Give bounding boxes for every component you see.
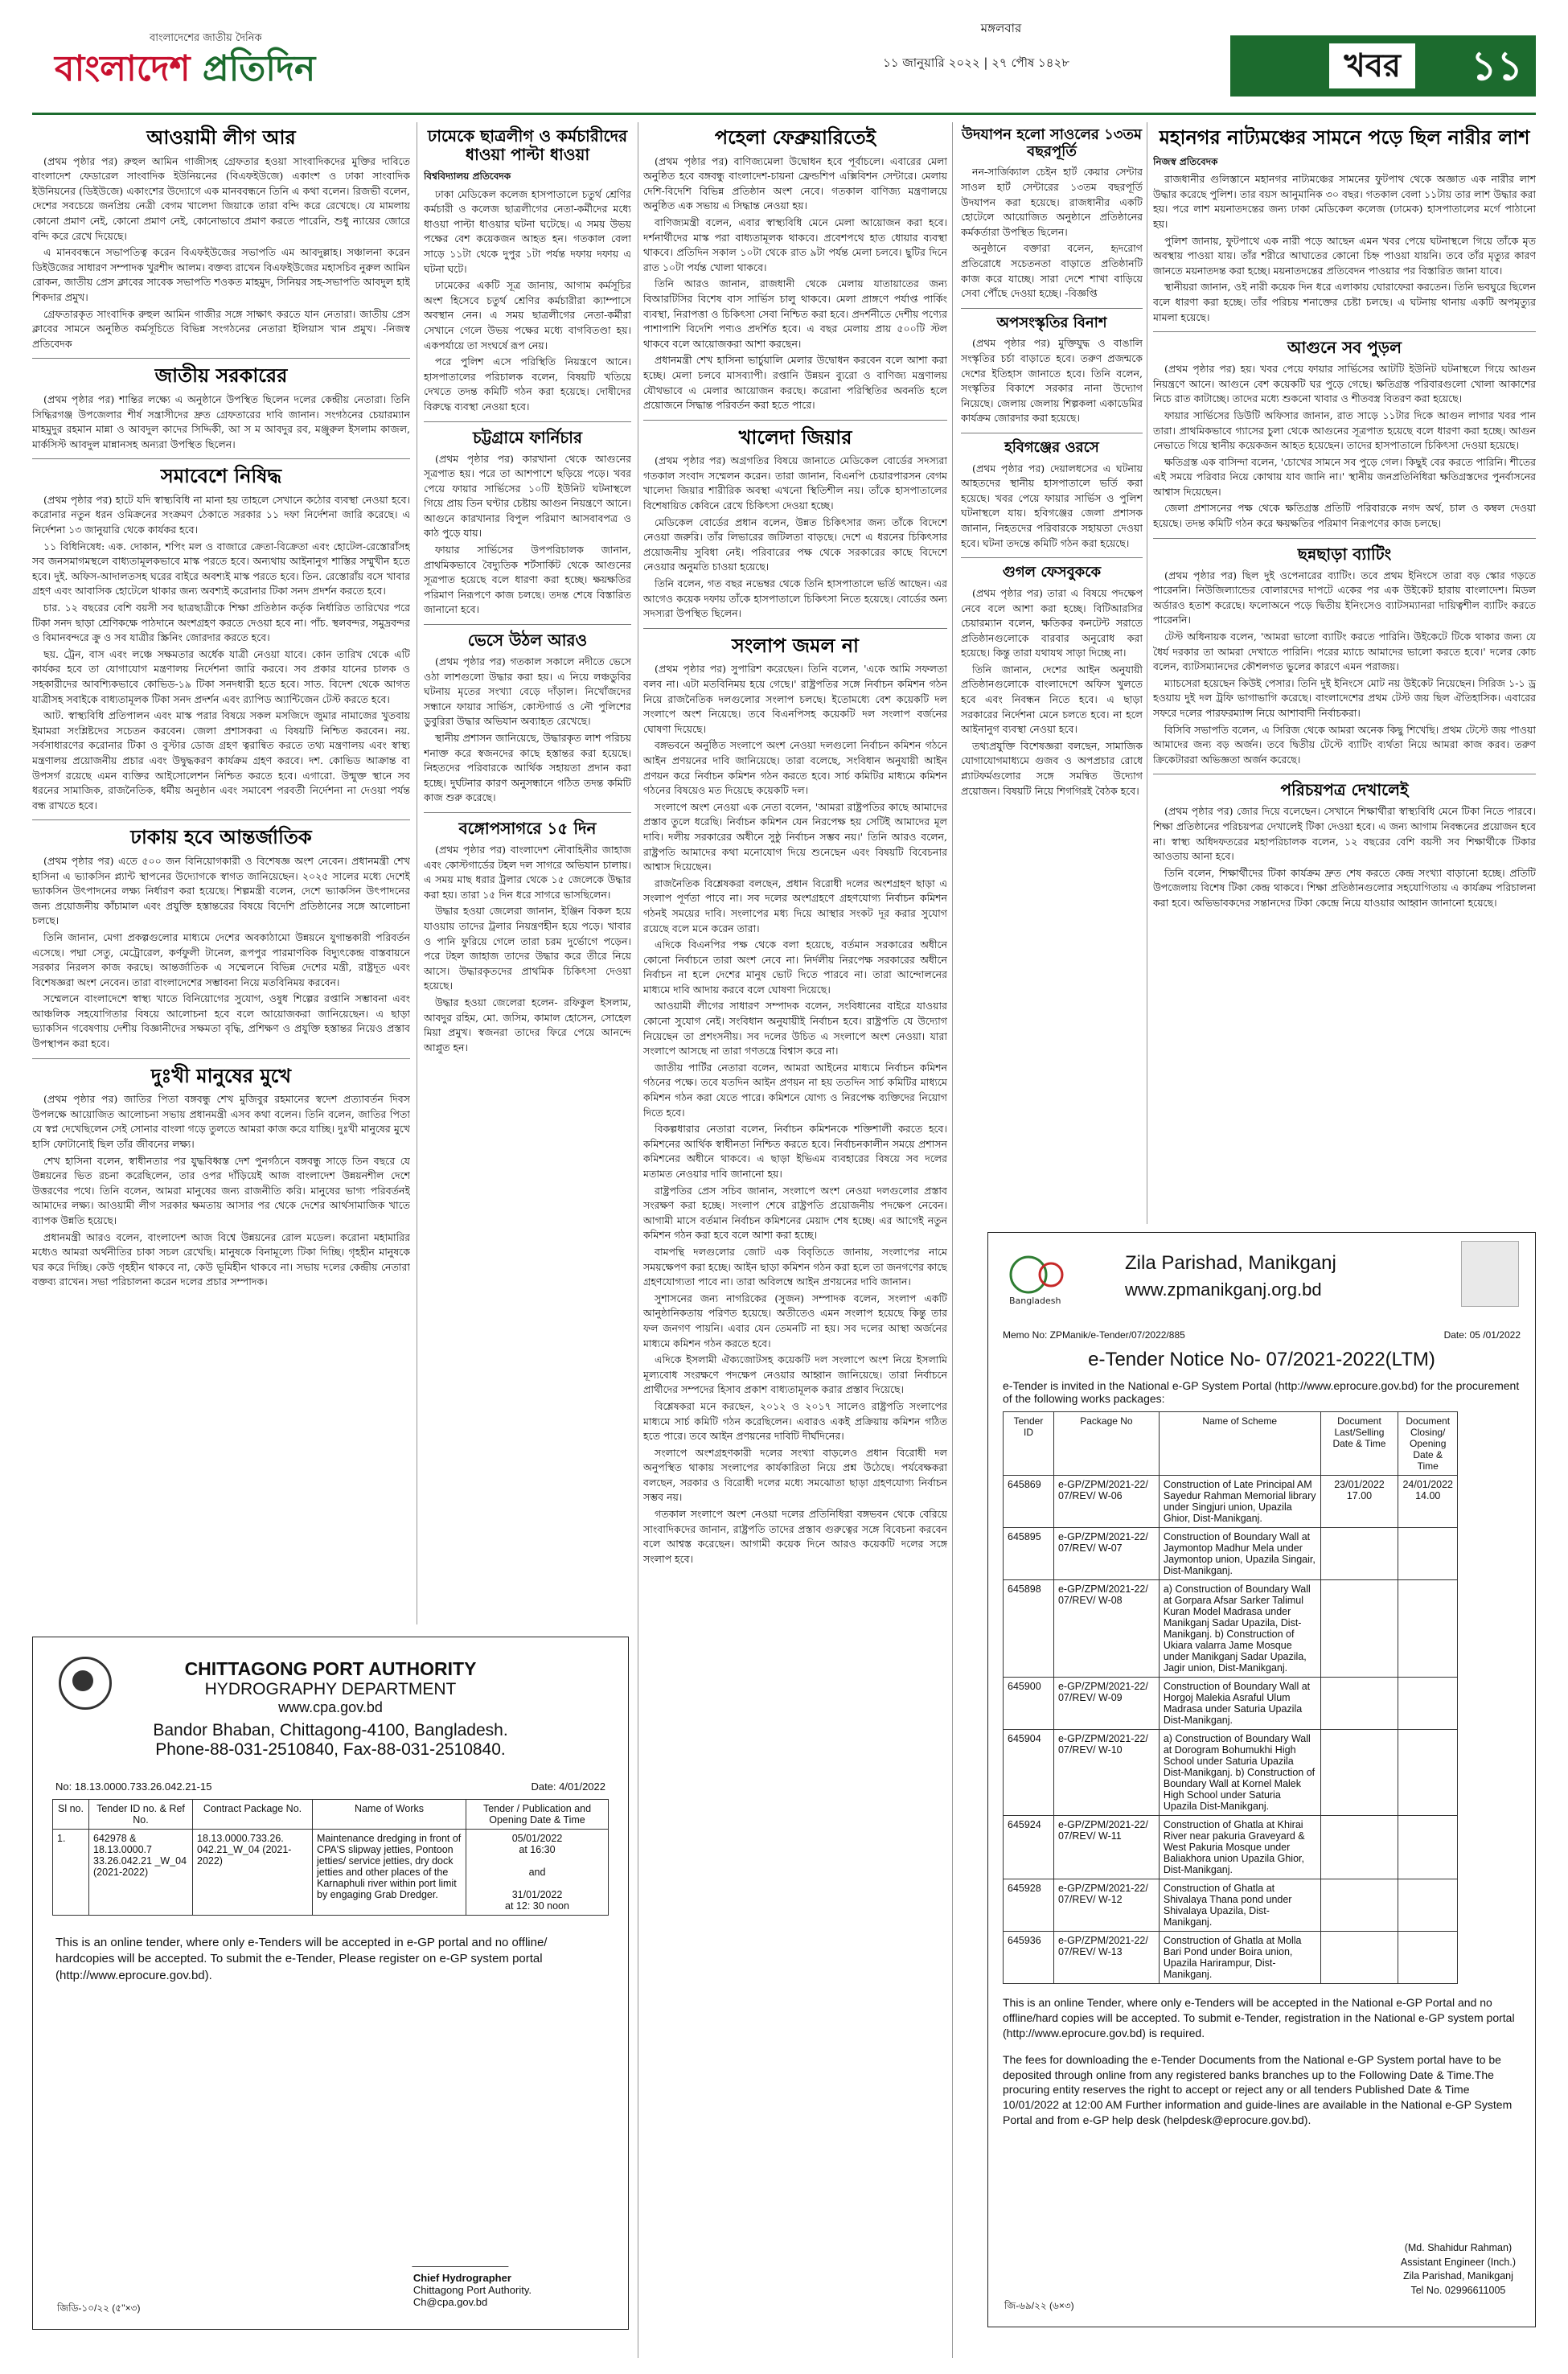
portrait-image bbox=[1461, 1241, 1519, 1307]
zp-tender-no: e-Tender Notice No- 07/2021-2022(LTM) bbox=[1088, 1349, 1435, 1370]
paragraph: তিনি জানান, মেগা প্রকল্পগুলোর মাধ্যমে দেশের অবকাঠামো উন্নয়নে যুগান্তকারী পরিবর্তন এসেছে। পদ্মা সেতু, মেট্রোরেল, কর্ণফুলী টানেল, রূপপুর পারমাণবিক বিদ্যুৎকেন্দ্র বাস্তবায়নে সরকার নিরলস কাজ করছে। আন্তর্জাতিক এ সম্মেলনে বিভিন্ন দেশের মন্ত্রী, রাষ্ট্রদূত এবং বিশেষজ্ঞরা অংশ নেবেন। তারা বাংলাদেশের সম্ভাবনা নিয়ে মতবিনিময় করবেন। bbox=[32, 930, 410, 988]
paragraph: এদিকে বিএনপির পক্ষ থেকে বলা হয়েছে, বর্তমান সরকারের অধীনে কোনো নির্বাচনে তারা অংশ নেবে না। নির্দলীয় নিরপেক্ষ সরকারের অধীনে নির্বাচন না হলে দেশের মানুষ ভোট দিতে পারবে না। তারা আন্দোলনের মাধ্যমে দাবি আদায় করবে বলে ঘোষণা দিয়েছে। bbox=[643, 939, 947, 996]
cpa-tender-table bbox=[52, 1799, 609, 1916]
divider bbox=[424, 624, 631, 625]
paragraph: (প্রথম পৃষ্ঠার পর) সুপারিশ করেছেন। তিনি বলেন, 'একে আমি সফলতা বলব না। এটা মতবিনিময় হয়ে গেছে।' রাষ্ট্রপতির সঙ্গে নির্বাচন কমিশন গঠন নিয়ে রাজনৈতিক দলগুলোর সংলাপ চলছে। ইতোমধ্যে বেশ কয়েকটি দল সংলাপে অংশ নিয়েছে। তবে বিএনপিসহ কয়েকটি দল সংলাপ বর্জনের ঘোষণা দিয়েছে। bbox=[643, 663, 947, 735]
headline-habiganj: হবিগঞ্জের ওরসে bbox=[1004, 438, 1099, 456]
page-number: ১১ bbox=[1471, 43, 1523, 89]
cell-id: 645898 bbox=[1004, 1580, 1054, 1678]
cell-d1 bbox=[1320, 1932, 1398, 1984]
cpa-tender-ad bbox=[32, 1637, 629, 2330]
zp-tender-table bbox=[1003, 1411, 1458, 1984]
table-row bbox=[1004, 1580, 1458, 1678]
divider bbox=[643, 420, 947, 421]
paragraph: ফায়ার সার্ভিসের ডিউটি অফিসার জানান, রাত সাড়ে ১১টার দিকে আগুন লাগার খবর পান তারা। প্রাথমিকভাবে গ্যাসের চুলা থেকে আগুনের সূত্রপাত হয়েছে বলে ধারণা করা হচ্ছে। আগুন নেভাতে গিয়ে স্থানীয় কয়েকজন আহত হয়েছেন। তাদের হাসপাতালে চিকিৎসা দেওয়া হয়েছে। bbox=[1153, 409, 1536, 452]
paragraph: (প্রথম পৃষ্ঠার পর) হয়। খবর পেয়ে ফায়ার সার্ভিসের আটটি ইউনিট ঘটনাস্থলে গিয়ে আগুন নিয়ন্ত্রণে আনে। আগুনে বেশ কয়েকটি ঘর পুড়ে গেছে। ক্ষতিগ্রস্ত পরিবারগুলো খোলা আকাশের নিচে রাত কাটাচ্ছে। তাদের মধ্যে শুকনো খাবার ও শীতবস্ত্র বিতরণ করা হয়েছে। bbox=[1153, 363, 1536, 405]
cell-d2: 24/01/2022 14.00 bbox=[1398, 1476, 1458, 1528]
paragraph: (প্রথম পৃষ্ঠার পর) দেয়ালধসের এ ঘটনায় আহতদের স্থানীয় হাসপাতালে ভর্তি করা হয়েছে। খবর পেয়ে ফায়ার সার্ভিস ও পুলিশ ঘটনাস্থলে যায়। হবিগঞ্জের জেলা প্রশাসক জানান, নিহতদের পরিবারকে সহায়তা দেওয়া হবে। ঘটনা তদন্তে কমিটি গঠন করা হয়েছে। bbox=[961, 462, 1143, 549]
issue-date: ১১ জানুয়ারি ২০২২ | ২৭ পৌষ ১৪২৮ bbox=[883, 55, 1069, 70]
cell-d2 bbox=[1398, 1678, 1458, 1730]
paragraph: রাজধানীর গুলিস্তানে মহানগর নাট্যমঞ্চের সামনের ফুটপাথ থেকে অজ্ঞাত এক নারীর লাশ উদ্ধার করেছে পুলিশ। তার বয়স আনুমানিক ৩০ বছর। গতকাল বেলা ১১টায় তার লাশ উদ্ধার করা হয়। পরে লাশ ময়নাতদন্তের জন্য ঢাকা মেডিকেল কলেজ (ঢামেক) হাসপাতালের মর্গে পাঠানো হয়। bbox=[1153, 173, 1536, 230]
paragraph: জাতীয় পার্টির নেতারা বলেন, আমরা আইনের মাধ্যমে নির্বাচন কমিশন গঠনের পক্ষে। তবে যতদিন আইন প্রণয়ন না হয় ততদিন সার্চ কমিটির মাধ্যমে কমিশন গঠন করা যেতে পারে। কমিশনে যোগ্য ও নিরপেক্ষ ব্যক্তিদের নিয়োগ দিতে হবে। bbox=[643, 1061, 947, 1119]
paragraph: (প্রথম পৃষ্ঠার পর) জাতির পিতা বঙ্গবন্ধু শেখ মুজিবুর রহমানের স্বদেশ প্রত্যাবর্তন দিবস উপলক্ষে আয়োজিত আলোচনা সভায় প্রধানমন্ত্রী এসব কথা বলেন। তিনি বলেন, জাতির পিতা যে স্বপ্ন দেখেছিলেন সেই সোনার বাংলা গড়ে তুলতে আমরা কাজ করে যাচ্ছি। দুঃখী মানুষের মুখে হাসি ফোটানোই ছিল তাঁর জীবনের লক্ষ্য। bbox=[32, 1093, 410, 1151]
paragraph: চার. ১২ বছরের বেশি বয়সী সব ছাত্রছাত্রীকে শিক্ষা প্রতিষ্ঠান কর্তৃক নির্ধারিত তারিখের পরে টিকা সনদ ছাড়া শ্রেণিকক্ষে পাঠদানে অংশগ্রহণ করতে দেওয়া হবে না। পাঁচ. স্থলবন্দর, সমুদ্রবন্দর ও বিমানবন্দরে ক্রু ও সব যাত্রীর স্ক্রিনিং জোরদার করতে হবে। bbox=[32, 602, 410, 644]
cpa-note: This is an online tender, where only e-Tenders will be accepted in e-GP portal and no offline/ hardcopies will be accepted. To submit the e-Tender, Please register on e-GP system portal (http://www.eprocure.gov.bd). bbox=[55, 1936, 548, 1982]
divider bbox=[961, 308, 1143, 309]
paragraph: ঢাকা মেডিকেল কলেজ হাসপাতালে চতুর্থ শ্রেণির কর্মচারী ও কলেজ ছাত্রলীগের নেতা-কর্মীদের মধ্যে ধাওয়া পাল্টা ধাওয়ার ঘটনা ঘটেছে। এ সময় উভয় পক্ষের বেশ কয়েকজন আহত হন। গতকাল বেলা সাড়ে ১১টা থেকে দুপুর ১টা পর্যন্ত দফায় দফায় এ ঘটনা ঘটে। bbox=[424, 187, 631, 275]
cpa-seal-icon bbox=[59, 1657, 112, 1710]
th-dates: Tender / Publication and Opening Date & Time bbox=[466, 1800, 609, 1830]
paragraph: তিনি বলেন, শিক্ষার্থীদের টিকা কার্যক্রম দ্রুত শেষ করতে কেন্দ্র সংখ্যা বাড়ানো হচ্ছে। প্রতিটি উপজেলায় বিশেষ টিকা কেন্দ্র থাকবে। শিক্ষা প্রতিষ্ঠানগুলোর সহযোগিতায় এ কার্যক্রম পরিচালনা করা হবে। অভিভাবকদের সন্তানদের টিকা কেন্দ্রে নিয়ে যাওয়ার আহ্বান জানানো হয়েছে। bbox=[1153, 866, 1536, 909]
zp-note-fees: The fees for downloading the e-Tender Documents from the National e-GP System portal have to be deposited through online from any registered banks branches up to the Following Date & Time.The procuring entity reserves the right to accept or reject any or all tenders Published Date & Time 10/01/2022 at 12:00 AM Further information and guide-lines are available in the National e-GP System Portal and from e-GP help desk (helpdesk@eprocure.gov.bd). bbox=[1003, 2052, 1513, 2127]
cell-tender-id: 642978 & 18.13.0000.7 33.26.042.21 _W_04 (2021-2022) bbox=[89, 1830, 193, 1916]
cell-scheme: Construction of Late Principal AM Sayedur Rahman Memorial library under Singjuri union, Upazila Ghior, Dist-Manikganj. bbox=[1159, 1476, 1320, 1528]
cell-scheme: a) Construction of Boundary Wall at Gorpara Afsar Sarker Talimul Kuran Model Madrasa under Manikganj Sadar Upazila, Dist-Manikganj. b) Construction of Ukiara valarra Jame Mosque under Manikganj Sadar Upazila, Jagir union, Dist-Manikganj. bbox=[1159, 1580, 1320, 1678]
paragraph: রাজনৈতিক বিশ্লেষকরা বলছেন, প্রধান বিরোধী দলের অংশগ্রহণ ছাড়া এ সংলাপ পূর্ণতা পাবে না। সব দলের অংশগ্রহণে গ্রহণযোগ্য নির্বাচন কমিশন গঠনই সময়ের দাবি। সংলাপের মধ্য দিয়ে আস্থার সংকট দূর করার সুযোগ রয়েছে বলে মনে করেন তারা। bbox=[643, 877, 947, 934]
cell-id: 645928 bbox=[1004, 1879, 1054, 1932]
cell-pkg: e-GP/ZPM/2021-22/ 07/REV/ W-08 bbox=[1053, 1580, 1159, 1678]
paragraph: (প্রথম পৃষ্ঠার পর) রুহুল আমিন গাজীসহ গ্রেফতার হওয়া সাংবাদিকদের মুক্তির দাবিতে বাংলাদেশ ফেডারেল সাংবাদিক ইউনিয়নের (বিএফইউজে) একাংশ ও ঢাকা সাংবাদিক ইউনিয়নের (ডিইউজে) একাংশের উদ্যোগে এক মানববন্ধনে তিনি এ কথা বলেন। রিজভী বলেন, দেশের সবচেয়ে জনপ্রিয় নেত্রী বেগম খালেদা জিয়াকে তারা বন্দি করে রেখেছে। যে মামলায় কোনো প্রমাণ নেই, কোনো প্রমাণ নেই, কোনোভাবে প্রমাণ করতে পারেনি, শুধু ন্যায়ের জোরে বন্দি করে রেখে দিয়েছে। bbox=[32, 154, 410, 242]
zp-signatory-org: Zila Parishad, Manikganj bbox=[1403, 2270, 1513, 2282]
cell-d1 bbox=[1320, 1816, 1398, 1879]
paragraph: (প্রথম পৃষ্ঠার পর) মুক্তিযুদ্ধ ও বাঙালি সংস্কৃতির চর্চা বাড়াতে হবে। তরুণ প্রজন্মকে দেশের ইতিহাস জানাতে হবে। তিনি বলেন, সংস্কৃতির বিকাশে সরকার নানা উদ্যোগ নিয়েছে। জেলায় জেলায় শিল্পকলা একাডেমির কার্যক্রম জোরদার করা হয়েছে। bbox=[961, 337, 1143, 425]
headline-national-government: জাতীয় সরকারের bbox=[154, 364, 288, 388]
cell-pkg: e-GP/ZPM/2021-22/ 07/REV/ W-06 bbox=[1053, 1476, 1159, 1528]
masthead bbox=[32, 16, 1536, 111]
signature-mark bbox=[412, 2252, 511, 2267]
cell-scheme: a) Construction of Boundary Wall at Dorogram Bohumukhi High School under Saturia Upazila Dist-Manikganj. b) Construction of Boundary Wall at Kornel Malek High School under Saturia Upazila Dist-Manikganj. bbox=[1159, 1730, 1320, 1816]
paragraph: পরে পুলিশ এসে পরিস্থিতি নিয়ন্ত্রণে আনে। হাসপাতালের পরিচালক বলেন, বিষয়টি খতিয়ে দেখতে তদন্ত কমিটি গঠন করা হয়েছে। দোষীদের বিরুদ্ধে ব্যবস্থা নেওয়া হবে। bbox=[424, 355, 631, 413]
divider bbox=[424, 421, 631, 422]
cpa-date: Date: 4/01/2022 bbox=[531, 1780, 605, 1793]
zp-signatory: (Md. Shahidur Rahman) bbox=[1404, 2242, 1513, 2253]
table-row bbox=[53, 1830, 609, 1916]
paragraph: (প্রথম পৃষ্ঠার পর) কারখানা থেকে আগুনের সূত্রপাত হয়। পরে তা আশপাশে ছড়িয়ে পড়ে। খবর পেয়ে ফায়ার সার্ভিসের ১০টি ইউনিট ঘটনাস্থলে গিয়ে প্রায় তিন ঘণ্টার চেষ্টায় আগুন নিয়ন্ত্রণে আনে। আগুনে কারখানার বিপুল পরিমাণ আসবাবপত্র ও কাঠ পুড়ে যায়। bbox=[424, 452, 631, 540]
table-header-row bbox=[1004, 1412, 1458, 1476]
paragraph: জেলা প্রশাসনের পক্ষ থেকে ক্ষতিগ্রস্ত প্রতিটি পরিবারকে নগদ অর্থ, চাল ও কম্বল দেওয়া হয়েছে। তদন্ত কমিটি গঠন করে ক্ষয়ক্ষতির পরিমাণ নিরূপণের কাজ চলছে। bbox=[1153, 502, 1536, 530]
headline-google-facebook: গুগল ফেসবুককে bbox=[1002, 564, 1102, 581]
masthead-rule bbox=[32, 113, 1536, 115]
cpa-dept: HYDROGRAPHY DEPARTMENT bbox=[204, 1680, 457, 1698]
zp-title: Zila Parishad, Manikganj bbox=[1125, 1252, 1336, 1274]
zp-note-online: This is an online Tender, where only e-Tenders will be accepted in the National e-GP Portal and no offline/hard copies will be accepted. To submit e-Tender, registration in the National e-GP system portal (http://www.eprocure.gov.bd) is required. bbox=[1003, 1996, 1515, 2039]
cpa-signatory-org: Chittagong Port Authority. bbox=[413, 2284, 532, 2296]
divider bbox=[643, 628, 947, 629]
section-name: খবর bbox=[1329, 43, 1415, 88]
paragraph: ম্যাচসেরা হয়েছেন কিউই পেসার। তিনি দুই ইনিংসে মোট নয় উইকেট নিয়েছেন। সিরিজ ১-১ ড্র হওয়ায় দুই দল ট্রফি ভাগাভাগি করেছে। বাংলাদেশের প্রথম টেস্ট জয় ছিল ঐতিহাসিক। এবারের সফরে দলের পারফরম্যান্স নিয়ে আশাবাদী নির্বাচকরা। bbox=[1153, 676, 1536, 719]
cell-d2 bbox=[1398, 1932, 1458, 1984]
th-tender-id: Tender ID bbox=[1004, 1412, 1054, 1476]
paragraph: টেস্ট অধিনায়ক বলেন, 'আমরা ভালো ব্যাটিং করতে পারিনি। উইকেটে টিকে থাকার জন্য যে ধৈর্য দরকার তা আমরা দেখাতে পারিনি। পরের ম্যাচে আমাদের ভালো করতে হবে।' দলের কোচ বলেন, ব্যাটসম্যানদের কৌশলগত ভুলের কারণে এমন পরাজয়। bbox=[1153, 630, 1536, 673]
logo-tagline: বাংলাদেশের জাতীয় দৈনিক bbox=[150, 32, 262, 44]
cell-d1 bbox=[1320, 1879, 1398, 1932]
paragraph: ১১ বিধিনিষেধ: এক. দোকান, শপিং মল ও বাজারে ক্রেতা-বিক্রেতা এবং হোটেল-রেস্তোরাঁসহ সব জনসমাগমস্থলে বাধ্যতামূলকভাবে মাস্ক পরতে হবে। অন্যথায় আইনানুগ শাস্তির সম্মুখীন হতে হবে। দুই. অফিস-আদালতসহ ঘরের বাইরে অবশ্যই মাস্ক পরতে হবে। তিন. রেস্তোরাঁয় বসে খাবার গ্রহণ এবং আবাসিক হোটেলে থাকার জন্য অবশ্যই করোনার টিকা সনদ প্রদর্শন করতে হবে। bbox=[32, 540, 410, 598]
headline-woman-body: মহানগর নাট্যমঞ্চের সামনে পড়ে ছিল নারীর লাশ bbox=[1159, 126, 1530, 149]
paragraph: (প্রথম পৃষ্ঠার পর) তারা এ বিষয়ে পদক্ষেপ নেবে বলে আশা করা হচ্ছে। বিটিআরসির চেয়ারম্যান বলেন, ক্ষতিকর কনটেন্ট সরাতে প্রতিষ্ঠানগুলোকে বারবার অনুরোধ করা হয়েছে। কিন্তু তারা যথাযথ সাড়া দিচ্ছে না। bbox=[961, 586, 1143, 659]
cell-d2 bbox=[1398, 1580, 1458, 1678]
paragraph: মেডিকেল বোর্ডের প্রধান বলেন, উন্নত চিকিৎসার জন্য তাঁকে বিদেশে নেওয়া জরুরি। তাঁর লিভারের জটিলতা বাড়ছে। দেশে এ ধরনের চিকিৎসার প্রয়োজনীয় সুবিধা নেই। পরিবারের পক্ষ থেকে সরকারের কাছে বিদেশে নেওয়ার অনুমতি চাওয়া হয়েছে। bbox=[643, 515, 947, 573]
cell-pkg: e-GP/ZPM/2021-22/ 07/REV/ W-11 bbox=[1053, 1816, 1159, 1879]
table-row bbox=[1004, 1816, 1458, 1879]
paragraph: সংলাপে অংশ নেওয়া এক নেতা বলেন, 'আমরা রাষ্ট্রপতির কাছে আমাদের প্রস্তাব তুলে ধরেছি। নির্বাচন কমিশন যেন নিরপেক্ষ হয় সেটিই আমাদের মূল দাবি। দলীয় সরকারের অধীনে সুষ্ঠু নির্বাচন সম্ভব নয়।' তিনি আরও বলেন, রাষ্ট্রপতি আমাদের কথা মনোযোগ দিয়ে শুনেছেন এবং বিষয়টি বিবেচনার আশ্বাস দিয়েছেন। bbox=[643, 800, 947, 873]
paragraph: এদিকে ইসলামী ঐক্যজোটসহ কয়েকটি দল সংলাপে অংশ নিয়ে ইসলামি মূল্যবোধ সংরক্ষণে পদক্ষেপ নেওয়ার আহ্বান জানিয়েছে। তারা নির্বাচনে প্রার্থীদের সম্পদের হিসাব প্রকাশ বাধ্যতামূলক করার প্রস্তাব দিয়েছে। bbox=[643, 1353, 947, 1396]
paragraph: সম্মেলনে বাংলাদেশে স্বাস্থ্য খাতে বিনিয়োগের সুযোগ, ওষুধ শিল্পের রপ্তানি সম্ভাবনা এবং আঞ্চলিক সহযোগিতার বিষয়ে আলোচনা হবে বলে আয়োজকরা জানিয়েছেন। এ ছাড়া ভ্যাকসিন গবেষণায় দেশীয় বিজ্ঞানীদের সক্ষমতা বৃদ্ধি, প্রশিক্ষণ ও প্রযুক্তি হস্তান্তর নিয়েও প্রস্তাব উপস্থাপন করা হবে। bbox=[32, 992, 410, 1050]
cell-pkg: e-GP/ZPM/2021-22/ 07/REV/ W-12 bbox=[1053, 1879, 1159, 1932]
dateline bbox=[692, 19, 1069, 74]
cell-scheme: Construction of Boundary Wall at Jaymontop Madhur Mela under Jaymontop union, Upazila Singair, Dist-Manikganj. bbox=[1159, 1528, 1320, 1580]
th-tender-id: Tender ID no. & Ref No. bbox=[89, 1800, 193, 1830]
cell-scheme: Construction of Ghatla at Khirai River near pakuria Graveyard & West Pakuria Mosque under Baliakhora union Upazila Ghior, Dist-Manikganj. bbox=[1159, 1816, 1320, 1879]
th-package: Package No bbox=[1053, 1412, 1159, 1476]
headline-sad-people: দুঃখী মানুষের মুখে bbox=[150, 1064, 292, 1087]
headline-fire: আগুনে সব পুড়ল bbox=[1287, 338, 1402, 358]
headline-more-bodies: ভেসে উঠল আরও bbox=[467, 630, 588, 651]
paragraph: ছয়. ট্রেন, বাস এবং লঞ্চে সক্ষমতার অর্ধেক যাত্রী নেওয়া যাবে। কোন তারিখ থেকে এটি কার্যকর হবে তা যোগাযোগ মন্ত্রণালয় নির্দেশনা জারি করবে। সব প্রকার যানের চালক ও সহকারীদের আবশ্যিকভাবে কোভিড-১৯ টিকা সনদধারী হতে হবে। সাত. বিদেশ থেকে আগত যাত্রীসহ সবাইকে বাধ্যতামূলক টিকা সনদ প্রদর্শন এবং র‌্যাপিড অ্যান্টিজেন টেস্ট করতে হবে। bbox=[32, 647, 410, 705]
column-divider bbox=[952, 122, 953, 2358]
open-time: at 12: 30 noon bbox=[505, 1900, 569, 1912]
paragraph: আট. স্বাস্থ্যবিধি প্রতিপালন এবং মাস্ক পরার বিষয়ে সকল মসজিদে জুমার নামাজের খুতবায় ইমামরা সংশ্লিষ্টদের সচেতন করবেন। জেলা প্রশাসকরা এ বিষয়টি নিশ্চিত করবেন। নয়. সর্বসাধারণের করোনার টিকা ও বুস্টার ডোজ গ্রহণ ত্বরান্বিত করতে তথ্য মন্ত্রণালয় এবং স্বাস্থ্য মন্ত্রণালয় প্রয়োজনীয় প্রচার এবং উদ্বুদ্ধকরণ কার্যক্রম গ্রহণ করবে। দশ. কোভিড আক্রান্ত বা উপসর্গ রয়েছে এমন ব্যক্তির আইসোলেশন নিশ্চিত করতে হবে। এগারো. উন্মুক্ত স্থানে সব ধরনের সামাজিক, রাজনৈতিক, ধর্মীয় অনুষ্ঠান এবং সমাবেশ পরবর্তী নির্দেশনা না দেওয়া পর্যন্ত বন্ধ রাখতে হবে। bbox=[32, 709, 410, 811]
divider bbox=[961, 557, 1143, 558]
paragraph: ফায়ার সার্ভিসের উপপরিচালক জানান, প্রাথমিকভাবে বৈদ্যুতিক শর্টসার্কিট থেকে আগুনের সূত্রপাত হয়েছে বলে ধারণা করা হচ্ছে। ক্ষয়ক্ষতির পরিমাণ নিরূপণে কাজ চলছে। তদন্ত শেষে বিস্তারিত জানানো হবে। bbox=[424, 544, 631, 616]
divider bbox=[424, 812, 631, 813]
headline-batting: ছন্নছাড়া ব্যাটিং bbox=[1297, 544, 1392, 564]
cell-sl: 1. bbox=[53, 1830, 89, 1916]
cell-pkg: e-GP/ZPM/2021-22/ 07/REV/ W-13 bbox=[1053, 1932, 1159, 1984]
headline-february-first: পহেলা ফেব্রুয়ারিতেই bbox=[714, 126, 876, 149]
zp-memo: Memo No: ZPManik/e-Tender/07/2022/885 bbox=[1003, 1329, 1185, 1341]
cell-id: 645904 bbox=[1004, 1730, 1054, 1816]
headline-rally-ban: সমাবেশে নিষিদ্ধ bbox=[160, 465, 282, 488]
cpa-addr2: Phone-88-031-2510840, Fax-88-031-2510840. bbox=[155, 1740, 506, 1759]
cell-d2 bbox=[1398, 1879, 1458, 1932]
cell-id: 645869 bbox=[1004, 1476, 1054, 1528]
and-label: and bbox=[528, 1867, 546, 1878]
cell-dates bbox=[466, 1830, 609, 1916]
zp-signatory-phone: Tel No. 02996611005 bbox=[1410, 2284, 1506, 2296]
paragraph: (প্রথম পৃষ্ঠার পর) জোর দিয়ে বলেছেন। সেখানে শিক্ষার্থীরা স্বাস্থ্যবিধি মেনে টিকা নিতে পারবে। শিক্ষা প্রতিষ্ঠানের পরিচয়পত্র দেখালেই টিকা দেওয়া হবে। এ জন্য আগাম নিবন্ধনের প্রয়োজন হবে না। স্বাস্থ্য অধিদফতরের মহাপরিচালক বলেন, ১২ বছরের বেশি বয়সী সব শিক্ষার্থীকে টিকার আওতায় আনা হবে। bbox=[1153, 805, 1536, 863]
paragraph: (প্রথম পৃষ্ঠার পর) হাটে যদি স্বাস্থ্যবিধি না মানা হয় তাহলে সেখানে কঠোর ব্যবস্থা নেওয়া হবে। করোনার নতুন ধরন ওমিক্রনের সংক্রমণ ঠেকাতে সরকার ১১ দফা নির্দেশনা জারি করেছে। এ নির্দেশনা ১৩ জানুয়ারি থেকে কার্যকর হবে। bbox=[32, 493, 410, 536]
cell-scheme: Construction of Ghatla at Shivalaya Thana pond under Shivalaya Upazila, Dist-Manikganj. bbox=[1159, 1879, 1320, 1932]
cell-package: 18.13.0000.733.26. 042.21_W_04 (2021-2022) bbox=[193, 1830, 313, 1916]
headline-dmch-clash: ঢামেকে ছাত্রলীগ ও কর্মচারীদের ধাওয়া পাল্টা ধাওয়া bbox=[427, 126, 628, 164]
table-header-row bbox=[53, 1800, 609, 1830]
zp-header bbox=[988, 1233, 1535, 1329]
th-doc-last: Document Last/Selling Date & Time bbox=[1320, 1412, 1398, 1476]
divider bbox=[1153, 538, 1536, 539]
paragraph: গ্রেফতারকৃত সাংবাদিক রুহুল আমিন গাজীর সঙ্গে সাক্ষাৎ করতে যান নেতারা। জাতীয় প্রেস ক্লাবের সামনে অনুষ্ঠিত কর্মসূচিতে বিভিন্ন সংগঠনের নেতারা ইলিয়াস খান প্রমুখ। -নিজস্ব প্রতিবেদক bbox=[32, 307, 410, 350]
headline-dialogue: সংলাপ জমল না bbox=[732, 634, 859, 657]
cpa-org: CHITTAGONG PORT AUTHORITY bbox=[184, 1658, 477, 1679]
th-package: Contract Package No. bbox=[193, 1800, 313, 1830]
cell-pkg: e-GP/ZPM/2021-22/ 07/REV/ W-09 bbox=[1053, 1678, 1159, 1730]
paragraph: প্রধানমন্ত্রী শেখ হাসিনা ভার্চুয়ালি মেলার উদ্বোধন করবেন বলে আশা করা হচ্ছে। মেলা চলবে মাসব্যাপী। রপ্তানি উন্নয়ন ব্যুরো ও বাণিজ্য মন্ত্রণালয় যৌথভাবে এ মেলার আয়োজন করছে। করোনা পরিস্থিতির অবনতি হলে প্রয়োজনে সিদ্ধান্ত পরিবর্তন করা হতে পারে। bbox=[643, 354, 947, 412]
paragraph: (প্রথম পৃষ্ঠার পর) ছিল দুই ওপেনারের ব্যাটিং। তবে প্রথম ইনিংসে তারা বড় স্কোর গড়তে পারেননি। নিউজিল্যান্ডের বোলারদের দাপটে একের পর এক উইকেট হারায় বাংলাদেশ। মিডল অর্ডারও হতাশ করেছে। ফলোঅনে পড়ে দ্বিতীয় ইনিংসেও ব্যাটসম্যানরা দায়িত্বশীল ব্যাটিং করতে পারেননি। bbox=[1153, 569, 1536, 626]
byline: বিশ্ববিদ্যালয় প্রতিবেদক bbox=[424, 170, 511, 182]
paragraph: ঢামেকের একটি সূত্র জানায়, আগাম কর্মসূচির অংশ হিসেবে চতুর্থ শ্রেণির কর্মচারীরা ক্যাম্পাসে অবস্থান নেন। এ সময় ছাত্রলীগের নেতা-কর্মীরা সেখানে গেলে উভয় পক্ষের মধ্যে বাগবিতণ্ডা হয়। একপর্যায়ে তা সংঘর্ষে রূপ নেয়। bbox=[424, 279, 631, 351]
ad-code: জি-৬৯/২২ (৬×৩) bbox=[1004, 2300, 1074, 2311]
cell-id: 645895 bbox=[1004, 1528, 1054, 1580]
table-row bbox=[1004, 1932, 1458, 1984]
headline-culture: অপসংস্কৃতির বিনাশ bbox=[996, 314, 1107, 331]
zp-signature-block bbox=[1401, 2241, 1516, 2298]
issue-day: মঙ্গলবার bbox=[980, 21, 1022, 35]
cell-d1 bbox=[1320, 1730, 1398, 1816]
table-row bbox=[1004, 1678, 1458, 1730]
cpa-memo-no: No: 18.13.0000.733.26.042.21-15 bbox=[55, 1780, 212, 1793]
cell-id: 645924 bbox=[1004, 1816, 1054, 1879]
paragraph: (প্রথম পৃষ্ঠার পর) শান্তির লক্ষ্যে এ অনুষ্ঠানে উপস্থিত ছিলেন দলের কেন্দ্রীয় নেতারা। তিনি সিদ্ধিরগঞ্জ উপজেলার শীর্ষ সন্ত্রাসীদের দ্রুত গ্রেফতারের দাবি জানান। সংগঠনের চেয়ারম্যান মাহমুদুর রহমান মান্না ও আবদুল কাদের সিদ্দিকী, আ স ম আবদুর রব, মঞ্জুরুল ইসলাম কাজল, মার্কসিস্ট আবদুল মান্নানসহ অন্যরা উপস্থিত ছিলেন। bbox=[32, 392, 410, 450]
paragraph: বিসিবি সভাপতি বলেন, এ সিরিজ থেকে আমরা অনেক কিছু শিখেছি। প্রথম টেস্টে জয় পাওয়া আমাদের জন্য বড় অর্জন। তবে দ্বিতীয় টেস্টে ব্যাটিং ব্যর্থতা নিয়ে আমরা কাজ করব। তরুণ ক্রিকেটাররা অভিজ্ঞতা অর্জন করেছে। bbox=[1153, 723, 1536, 766]
th-scheme: Name of Scheme bbox=[1159, 1412, 1320, 1476]
th-works: Name of Works bbox=[313, 1800, 466, 1830]
headline-awami-league: আওয়ামী লীগ আর bbox=[146, 126, 296, 149]
cell-d1 bbox=[1320, 1678, 1398, 1730]
table-row bbox=[1004, 1528, 1458, 1580]
paragraph: ক্ষতিগ্রস্ত এক বাসিন্দা বলেন, 'চোখের সামনে সব পুড়ে গেল। কিছুই বের করতে পারিনি। শীতের এই সময়ে পরিবার নিয়ে কোথায় যাব জানি না।' স্থানীয় জনপ্রতিনিধিরা ক্ষতিগ্রস্তদের পুনর্বাসনের আশ্বাস দিয়েছেন। bbox=[1153, 455, 1536, 498]
paragraph: (প্রথম পৃষ্ঠার পর) অগ্রগতির বিষয়ে জানাতে মেডিকেল বোর্ডের সদস্যরা গতকাল সংবাদ সম্মেলন করেন। তারা জানান, বিএনপি চেয়ারপারসন বেগম খালেদা জিয়ার শারীরিক অবস্থা এখনো স্থিতিশীল নয়। তাঁকে হাসপাতালের বিশেষায়িত কেবিনে রেখে চিকিৎসা দেওয়া হচ্ছে। bbox=[643, 454, 947, 512]
table-row bbox=[1004, 1879, 1458, 1932]
paragraph: (প্রথম পৃষ্ঠার পর) গতকাল সকালে নদীতে ভেসে ওঠা লাশগুলো উদ্ধার করা হয়। এ নিয়ে লঞ্চডুবির ঘটনায় মৃতের সংখ্যা বেড়ে দাঁড়াল। নিখোঁজদের সন্ধানে ফায়ার সার্ভিস, কোস্টগার্ড ও নৌ পুলিশের ডুবুরিরা উদ্ধার অভিযান অব্যাহত রেখেছে। bbox=[424, 655, 631, 728]
byline: নিজস্ব প্রতিবেদক bbox=[1153, 155, 1218, 167]
paragraph: তিনি বলেন, গত বছর নভেম্বর থেকে তিনি হাসপাতালে ভর্তি আছেন। এর আগেও কয়েক দফায় তাঁকে হাসপাতালে চিকিৎসা নিতে হয়েছে। বোর্ডের অন্য সদস্যরা উপস্থিত ছিলেন। bbox=[643, 577, 947, 620]
paragraph: শেখ হাসিনা বলেন, স্বাধীনতার পর যুদ্ধবিধ্বস্ত দেশ পুনর্গঠনে বঙ্গবন্ধু সাড়ে তিন বছরে যে উন্নয়নের ভিত রচনা করেছিলেন, তার ওপর দাঁড়িয়েই আজ বাংলাদেশ উন্নয়নশীল দেশে উত্তরণের পথে। তিনি বলেন, আমরা মানুষের জন্য রাজনীতি করি। মানুষের ভাগ্য পরিবর্তনই আমাদের লক্ষ্য। আওয়ামী লীগ সরকার ক্ষমতায় আসার পর থেকে দেশের আর্থসামাজিক খাতে ব্যাপক উন্নতি হয়েছে। bbox=[32, 1154, 410, 1226]
paragraph: বামপন্থি দলগুলোর জোট এক বিবৃতিতে জানায়, সংলাপের নামে সময়ক্ষেপণ করা হচ্ছে। আইন ছাড়া কমিশন গঠন করা হলে তা জনগণের কাছে গ্রহণযোগ্যতা পাবে না। তারা অবিলম্বে আইন প্রণয়নের দাবি জানান। bbox=[643, 1245, 947, 1288]
divider bbox=[1153, 331, 1536, 332]
cell-d2 bbox=[1398, 1528, 1458, 1580]
mujib-100-logo-icon bbox=[1004, 1251, 1077, 1307]
paragraph: পুলিশ জানায়, ফুটপাথে এক নারী পড়ে আছেন এমন খবর পেয়ে ঘটনাস্থলে গিয়ে তাঁকে মৃত অবস্থায় পাওয়া যায়। তাঁর শরীরে আঘাতের কোনো চিহ্ন পাওয়া যায়নি। তবে তাঁর মৃত্যুর কারণ জানতে ময়নাতদন্ত করা হচ্ছে। ময়নাতদন্তের প্রতিবেদন পাওয়ার পর বিস্তারিত জানা যাবে। bbox=[1153, 234, 1536, 277]
cell-scheme: Construction of Boundary Wall at Horgoj Malekia Asraful Ulum Madrasa under Saturia Upazila Dist-Manikganj. bbox=[1159, 1678, 1320, 1730]
zp-date: Date: 05 /01/2022 bbox=[1443, 1329, 1521, 1341]
column-2 bbox=[424, 122, 631, 1623]
open-date: 31/01/2022 bbox=[511, 1889, 563, 1900]
paragraph: বঙ্গভবনে অনুষ্ঠিত সংলাপে অংশ নেওয়া দলগুলো নির্বাচন কমিশন গঠনে আইন প্রণয়নের দাবি জানিয়েছে। তারা বলেছে, সংবিধান অনুযায়ী আইন প্রণয়ন করে নির্বাচন কমিশন গঠন করতে হবে। সার্চ কমিটির মাধ্যমে কমিশন গঠনের বিষয়েও মত দিয়েছে কয়েকটি দল। bbox=[643, 739, 947, 797]
logo bbox=[55, 31, 315, 91]
paragraph: গতকাল সংলাপে অংশ নেওয়া দলের প্রতিনিধিরা বঙ্গভবন থেকে বেরিয়ে সাংবাদিকদের জানান, রাষ্ট্রপতি তাদের প্রস্তাব গুরুত্বের সঙ্গে বিবেচনা করবেন বলে আশ্বস্ত করেছেন। আগামী কয়েক দিনে আরও কয়েকটি দলের সঙ্গে সংলাপ হবে। bbox=[643, 1508, 947, 1565]
pub-date: 05/01/2022 bbox=[511, 1833, 563, 1844]
column-5 bbox=[1153, 122, 1536, 1224]
paragraph: সুশাসনের জন্য নাগরিকের (সুজন) সম্পাদক বলেন, সংলাপ একটি আনুষ্ঠানিকতায় পরিণত হয়েছে। অতীতেও এমন সংলাপ হয়েছে কিন্তু তার ফল জনগণ পায়নি। এবার যেন তেমনটি না হয়। সব দলের আস্থা অর্জনের মাধ্যমে কমিশন গঠন করতে হবে। bbox=[643, 1292, 947, 1349]
headline-id-card: পরিচয়পত্র দেখালেই bbox=[1280, 780, 1409, 800]
divider bbox=[32, 819, 410, 820]
cpa-web: www.cpa.gov.bd bbox=[278, 1699, 383, 1715]
zp-intro: e-Tender is invited in the National e-GP System Portal (http://www.eprocure.gov.bd) for the procurement of the following works packages: bbox=[1003, 1379, 1520, 1405]
paragraph: (প্রথম পৃষ্ঠার পর) বাণিজ্যমেলা উদ্বোধন হবে পূর্বাচলে। এবারের মেলা অনুষ্ঠিত হবে বঙ্গবন্ধু বাংলাদেশ-চায়না ফ্রেন্ডশিপ এক্সিবিশন সেন্টারে। মেলায় দেশি-বিদেশি বিভিন্ন প্রতিষ্ঠান অংশ নেবে। গতকাল বাণিজ্য মন্ত্রণালয়ে অনুষ্ঠিত এক সভায় এ সিদ্ধান্ত নেওয়া হয়। bbox=[643, 154, 947, 212]
paragraph: (প্রথম পৃষ্ঠার পর) বাংলাদেশ নৌবাহিনীর জাহাজ এবং কোস্টগার্ডের টহল দল সাগরে অভিযান চালায়। এ সময় মাছ ধরার ট্রলার থেকে ১৫ জেলেকে উদ্ধার করা হয়। তারা ১৫ দিন ধরে সাগরে ভাসছিলেন। bbox=[424, 843, 631, 901]
column-3 bbox=[643, 122, 947, 2358]
paragraph: (প্রথম পৃষ্ঠার পর) এতে ৫০০ জন বিনিয়োগকারী ও বিশেষজ্ঞ অংশ নেবেন। প্রধানমন্ত্রী শেখ হাসিনা এ ভ্যাকসিন প্ল্যান্ট স্থাপনের উদ্যোগকে স্বাগত জানিয়েছেন। ২০২৫ সালের মধ্যে দেশেই ভ্যাকসিন উৎপাদনের লক্ষ্য নির্ধারণ করা হয়েছে। শিল্পমন্ত্রী বলেন, দেশে ভ্যাকসিন উৎপাদনের জন্য প্রয়োজনীয় কাঁচামাল এবং প্রযুক্তি হস্তান্তরের বিষয়ে বিদেশি প্রতিষ্ঠানের সঙ্গে আলোচনা চলছে। bbox=[32, 854, 410, 927]
cell-id: 645900 bbox=[1004, 1678, 1054, 1730]
paragraph: বিশ্লেষকরা মনে করছেন, ২০১২ ও ২০১৭ সালেও রাষ্ট্রপতি সংলাপের মাধ্যমে সার্চ কমিটি গঠন করেছিলেন। এবারও একই প্রক্রিয়ায় কমিশন গঠিত হতে পারে। তবে আইন প্রণয়নের দাবিটি দীর্ঘদিনের। bbox=[643, 1399, 947, 1443]
paragraph: এ মানববন্ধনে সভাপতিত্ব করেন বিএফইউজের সভাপতি এম আবদুল্লাহ। সঞ্চালনা করেন ডিইউজের সাধারণ সম্পাদক খুরশীদ আলম। বক্তব্য রাখেন বিএফইউজের মহাসচিব নুরুল আমিন রোকন, জাতীয় প্রেস ক্লাবের সাবেক সভাপতি শওকত মাহমুদ, সিনিয়র সহ-সভাপতি আবদুল হাই শিকদার প্রমুখ। bbox=[32, 246, 410, 303]
column-1 bbox=[32, 122, 410, 1624]
paragraph: আওয়ামী লীগের সাধারণ সম্পাদক বলেন, সংবিধানের বাইরে যাওয়ার কোনো সুযোগ নেই। সংবিধান অনুযায়ীই নির্বাচন হবে। রাষ্ট্রপতি যে উদ্যোগ নিয়েছেন তা প্রশংসনীয়। সব দলের উচিত এ সংলাপে অংশ নেওয়া। যারা সংলাপে আসছে না তারা গণতন্ত্রে বিশ্বাস করে না। bbox=[643, 1000, 947, 1058]
zp-memo-row bbox=[1003, 1329, 1521, 1341]
paragraph: বিকল্পধারার নেতারা বলেন, নির্বাচন কমিশনকে শক্তিশালী করতে হবে। কমিশনের আর্থিক স্বাধীনতা নিশ্চিত করতে হবে। নির্বাচনকালীন সময়ে প্রশাসন কমিশনের অধীনে থাকবে। এ ছাড়া ইভিএম ব্যবহারের বিষয়ে সব দলের মতামত নেওয়ার দাবি জানানো হয়। bbox=[643, 1123, 947, 1180]
cell-d1 bbox=[1320, 1528, 1398, 1580]
section-banner bbox=[1230, 35, 1536, 97]
cell-pkg: e-GP/ZPM/2021-22/ 07/REV/ W-07 bbox=[1053, 1528, 1159, 1580]
paragraph: তথ্যপ্রযুক্তি বিশেষজ্ঞরা বলছেন, সামাজিক যোগাযোগমাধ্যমে গুজব ও অপপ্রচার রোধে প্ল্যাটফর্মগুলোর সঙ্গে সমন্বিত উদ্যোগ প্রয়োজন। বিষয়টি নিয়ে শিগগিরই বৈঠক হবে। bbox=[961, 739, 1143, 797]
cpa-header bbox=[33, 1637, 628, 1760]
table-row bbox=[1004, 1730, 1458, 1816]
column-4 bbox=[961, 122, 1143, 1337]
paragraph: স্থানীয় প্রশাসন জানিয়েছে, উদ্ধারকৃত লাশ পরিচয় শনাক্ত করে স্বজনদের কাছে হস্তান্তর করা হয়েছে। নিহতদের পরিবারকে আর্থিক সহায়তা প্রদান করা হচ্ছে। দুর্ঘটনার কারণ অনুসন্ধানে গঠিত তদন্ত কমিটি কাজ শুরু করেছে। bbox=[424, 732, 631, 804]
divider bbox=[32, 358, 410, 359]
cell-d2 bbox=[1398, 1816, 1458, 1879]
headline-chittagong-furniture: চট্টগ্রামে ফার্নিচার bbox=[473, 427, 582, 447]
cell-d1 bbox=[1320, 1580, 1398, 1678]
paragraph: অনুষ্ঠানে বক্তারা বলেন, হৃদরোগ প্রতিরোধে সচেতনতা বাড়াতে প্রতিষ্ঠানটি কাজ করে যাচ্ছে। সারা দেশে শাখা বাড়িয়ে সেবা পৌঁছে দেওয়া হচ্ছে। -বিজ্ঞপ্তি bbox=[961, 242, 1143, 300]
cpa-signatory-email: Ch@cpa.gov.bd bbox=[413, 2296, 488, 2308]
svg-text:Bangladesh: Bangladesh bbox=[1009, 1296, 1061, 1306]
headline-saol-anniversary: উদযাপন হলো সাওলের ১৩তম বছরপূর্তি bbox=[962, 126, 1142, 160]
logo-text: বাংলাদেশ প্রতিদিন bbox=[55, 48, 316, 89]
cpa-signatory: Chief Hydrographer bbox=[413, 2272, 511, 2284]
cell-id: 645936 bbox=[1004, 1932, 1054, 1984]
paragraph: উদ্ধার হওয়া জেলেরা হলেন- রফিকুল ইসলাম, আবদুর রহিম, মো. জসিম, কামাল হোসেন, সোহেল মিয়া প্রমুখ। স্বজনরা তাদের ফিরে পেয়ে আনন্দে আপ্লুত হন। bbox=[424, 996, 631, 1054]
cpa-addr1: Bandor Bhaban, Chittagong-4100, Bangladesh. bbox=[153, 1721, 508, 1739]
paragraph: তিনি আরও জানান, রাজধানী থেকে মেলায় যাতায়াতের জন্য বিআরটিসির বিশেষ বাস সার্ভিস চালু থাকবে। মেলা প্রাঙ্গণে পর্যাপ্ত পার্কিং ব্যবস্থা, নিরাপত্তা ও চিকিৎসা সেবা নিশ্চিত করা হবে। প্রদর্শনীতে দেশীয় পণ্যের পাশাপাশি বিদেশি পণ্যও প্রদর্শিত হবে। এ বছর মেলায় প্রায় ৫০০টি স্টল থাকবে বলে আয়োজকরা আশা করছেন। bbox=[643, 277, 947, 350]
paragraph: বাণিজ্যমন্ত্রী বলেন, এবার স্বাস্থ্যবিধি মেনে মেলা আয়োজন করা হবে। দর্শনার্থীদের মাস্ক পরা বাধ্যতামূলক থাকবে। প্রবেশপথে হাত ধোয়ার ব্যবস্থা থাকবে। প্রতিদিন সকাল ১০টা থেকে রাত ৯টা পর্যন্ত মেলা চলবে। ছুটির দিনে রাত ১০টা পর্যন্ত খোলা থাকবে। bbox=[643, 216, 947, 273]
ad-code: জিডি-১০/২২ (৫''×৩) bbox=[57, 2302, 141, 2314]
paragraph: রাষ্ট্রপতির প্রেস সচিব জানান, সংলাপে অংশ নেওয়া দলগুলোর প্রস্তাব সংরক্ষণ করা হচ্ছে। সংলাপ শেষে রাষ্ট্রপতি প্রয়োজনীয় পদক্ষেপ নেবেন। আগামী মাসে বর্তমান নির্বাচন কমিশনের মেয়াদ শেষ হচ্ছে। এর আগেই নতুন কমিশন গঠন করা হবে বলে আশা করা হচ্ছে। bbox=[643, 1184, 947, 1242]
zp-tender-ad bbox=[987, 1232, 1536, 2327]
cell-scheme: Construction of Ghatla at Molla Bari Pond under Boira union, Upazila Harirampur, Dist-Manikganj. bbox=[1159, 1932, 1320, 1984]
paragraph: সংলাপে অংশগ্রহণকারী দলের সংখ্যা বাড়লেও প্রধান বিরোধী দল অনুপস্থিত থাকায় সংলাপের কার্যকারিতা নিয়ে প্রশ্ন উঠেছে। পর্যবেক্ষকরা বলছেন, সরকার ও বিরোধী দলের মধ্যে সমঝোতা ছাড়া গ্রহণযোগ্য নির্বাচন সম্ভব নয়। bbox=[643, 1446, 947, 1504]
pub-time: at 16:30 bbox=[519, 1844, 556, 1855]
cell-pkg: e-GP/ZPM/2021-22/ 07/REV/ W-10 bbox=[1053, 1730, 1159, 1816]
paragraph: উদ্ধার হওয়া জেলেরা জানান, ইঞ্জিন বিকল হয়ে যাওয়ায় তাদের ট্রলার নিয়ন্ত্রণহীন হয়ে পড়ে। খাবার ও পানি ফুরিয়ে গেলে তারা চরম দুর্ভোগে পড়েন। পরে টহল জাহাজ তাদের উদ্ধার করে তীরে নিয়ে আসে। উদ্ধারকৃতদের প্রাথমিক চিকিৎসা দেওয়া হয়েছে। bbox=[424, 905, 631, 992]
cpa-meta bbox=[55, 1780, 605, 1793]
cell-works: Maintenance dredging in front of CPA'S slipway jetties, Pontoon jetties/ service jetties, dry dock jetties and other places of the Karnaphuli river within port limit by engaging Grab Dredger. bbox=[313, 1830, 466, 1916]
headline-bay-of-bengal: বঙ্গোপসাগরে ১৫ দিন bbox=[458, 818, 597, 838]
cpa-signature-block bbox=[413, 2252, 532, 2308]
headline-international-dhaka: ঢাকায় হবে আন্তর্জাতিক bbox=[130, 826, 312, 849]
th-doc-open: Document Closing/ Opening Date & Time bbox=[1398, 1412, 1458, 1476]
divider bbox=[32, 458, 410, 459]
cell-d1: 23/01/2022 17.00 bbox=[1320, 1476, 1398, 1528]
table-row bbox=[1004, 1476, 1458, 1528]
zp-web: www.zpmanikganj.org.bd bbox=[1125, 1279, 1322, 1300]
th-sl: Sl no. bbox=[53, 1800, 89, 1830]
divider bbox=[32, 1058, 410, 1059]
cell-d2 bbox=[1398, 1730, 1458, 1816]
paragraph: স্থানীয়রা জানান, ওই নারী কয়েক দিন ধরে এলাকায় ঘোরাফেরা করতেন। তিনি ভবঘুরে ছিলেন বলে ধারণা করা হচ্ছে। তাঁর পরিচয় শনাক্তের চেষ্টা চলছে। এ ঘটনায় থানায় একটি অপমৃত্যুর মামলা হয়েছে। bbox=[1153, 281, 1536, 323]
paragraph: তিনি জানান, দেশের আইন অনুযায়ী প্রতিষ্ঠানগুলোকে বাংলাদেশে অফিস খুলতে হবে এবং নিবন্ধন নিতে হবে। এ ছাড়া সরকারের নির্দেশনা মেনে চলতে হবে। না হলে আইনানুগ ব্যবস্থা নেওয়া হবে। bbox=[961, 663, 1143, 736]
article-body bbox=[32, 154, 410, 352]
paragraph: প্রধানমন্ত্রী আরও বলেন, বাংলাদেশ আজ বিশ্বে উন্নয়নের রোল মডেল। করোনা মহামারির মধ্যেও আমরা অর্থনীতির চাকা সচল রেখেছি। মানুষকে বিনামূল্যে টিকা দিচ্ছি। গৃহহীন মানুষকে ঘর করে দিচ্ছি। কেউ গৃহহীন থাকবে না, কেউ ভূমিহীন থাকবে না। সভায় দলের কেন্দ্রীয় নেতারা বক্তব্য রাখেন। সভা পরিচালনা করেন দলের প্রচার সম্পাদক। bbox=[32, 1230, 410, 1288]
headline-khaleda-zia: খালেদা জিয়ার bbox=[738, 425, 852, 449]
paragraph: নন-সার্জিক্যাল চেইন হার্ট কেয়ার সেন্টার সাওল হার্ট সেন্টারের ১৩তম বছরপূর্তি উদযাপন করা হয়েছে। রাজধানীর একটি হোটেলে আয়োজিত অনুষ্ঠানে প্রতিষ্ঠানের কর্মকর্তারা উপস্থিত ছিলেন। bbox=[961, 166, 1143, 238]
zp-signatory-title: Assistant Engineer (Inch.) bbox=[1400, 2256, 1516, 2268]
